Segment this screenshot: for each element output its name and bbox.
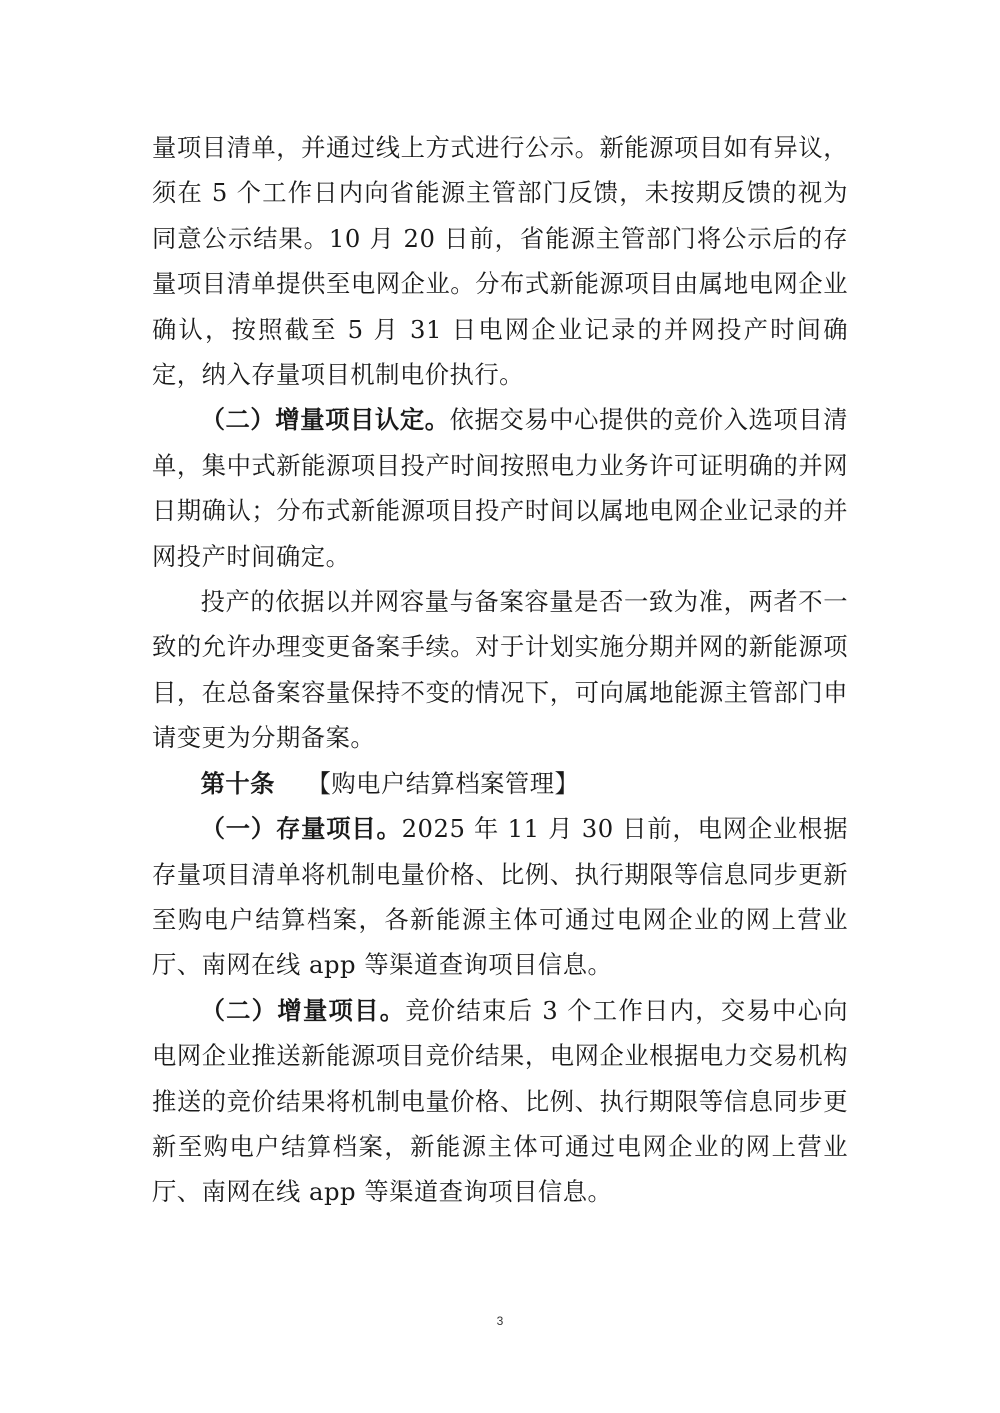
paragraph-text: 2025 年 11 月 30 日前，电网企业根据存量项目清单将机制电量价格、比例、执行期限等信息同步更新至购电户结算档案，各新能源主体可通过电网企业的网上营业厅、南网在线 app 等渠道查询项目信息。 [152,814,848,980]
paragraph-incremental-projects [152,988,848,1215]
page-number: 3 [496,1314,504,1328]
paragraph-heading: （一）存量项目。 [200,814,402,844]
article-title: 【购电户结算档案管理】 [306,768,580,798]
paragraph-commissioning-basis [152,579,848,761]
paragraph-incremental-recognition [152,397,848,579]
article-number: 第十条 [200,768,275,798]
paragraph-heading: （二）增量项目。 [200,995,406,1025]
article-ten-heading [152,761,848,806]
paragraph-text: 竞价结束后 3 个工作日内，交易中心向电网企业推送新能源项目竞价结果，电网企业根据电力交易机构推送的竞价结果将机制电量价格、比例、执行期限等信息同步更新至购电户结算档案，新能源主体可通过电网企业的网上营业厅、南网在线 app 等渠道查询项目信息。 [152,995,848,1207]
paragraph-text: 依据交易中心提供的竞价入选项目清单，集中式新能源项目投产时间按照电力业务许可证明确的并网日期确认；分布式新能源项目投产时间以属地电网企业记录的并网投产时间确定。 [152,405,849,571]
paragraph-text: 量项目清单，并通过线上方式进行公示。新能源项目如有异议，须在 5 个工作日内向省能源主管部门反馈，未按期反馈的视为同意公示结果。10 月 20 日前，省能源主管部门将公示后的存量项目清单提供至电网企业。分布式新能源项目由属地电网企业确认，按照截至 5 月 31 日电网企业记录的并网投产时间确定，纳入存量项目机制电价执行。 [152,133,848,390]
paragraph-stock-list-publicity [152,125,848,397]
paragraph-heading: （二）增量项目认定。 [200,405,450,435]
document-body [152,125,848,1215]
paragraph-stock-projects [152,806,848,988]
paragraph-text: 投产的依据以并网容量与备案容量是否一致为准，两者不一致的允许办理变更备案手续。对于计划实施分期并网的新能源项目，在总备案容量保持不变的情况下，可向属地能源主管部门申请变更为分期备案。 [152,587,848,753]
